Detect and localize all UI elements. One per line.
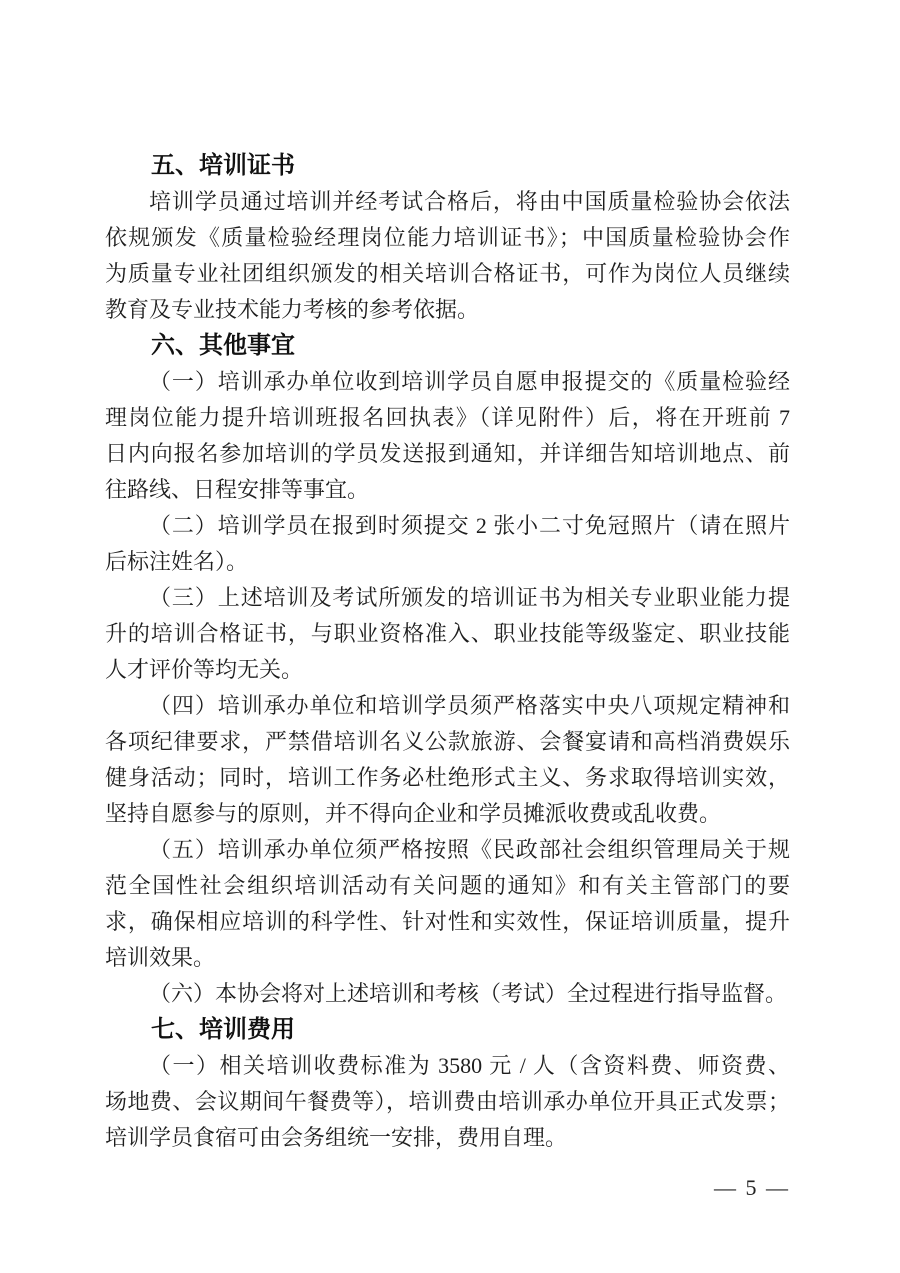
text-line: 培训学员食宿可由会务组统一安排，费用自理。 [105, 1125, 568, 1150]
text-line: 场地费、会议期间午餐费等），培训费由培训承办单位开具正式发票； [105, 1089, 790, 1114]
text-line: 理岗位能力提升培训班报名回执表》（详见附件）后，将在开班前 7 [105, 405, 790, 430]
text-line: （三）上述培训及考试所颁发的培训证书为相关专业职业能力提 [149, 585, 790, 610]
text-line: 日内向报名参加培训的学员发送报到通知，并详细告知培训地点、前 [105, 441, 790, 466]
text-line: 人才评价等均无关。 [105, 657, 304, 682]
text-line: （六）本协会将对上述培训和考核（考试）全过程进行指导监督。 [149, 981, 788, 1006]
section-heading: 六、其他事宜 [151, 332, 295, 359]
text-line: 培训效果。 [105, 945, 216, 970]
text-line: 坚持自愿参与的原则，并不得向企业和学员摊派收费或乱收费。 [105, 801, 722, 826]
text-line: （一）相关培训收费标准为 3580 元 / 人（含资料费、师资费、 [149, 1053, 790, 1078]
document-body [105, 148, 790, 1156]
text-line: 求，确保相应培训的科学性、针对性和实效性，保证培训质量，提升 [105, 909, 790, 934]
text-line: 健身活动；同时，培训工作务必杜绝形式主义、务求取得培训实效， [105, 765, 790, 790]
text-line: 依规颁发《质量检验经理岗位能力培训证书》；中国质量检验协会作 [105, 225, 790, 250]
text-line: 各项纪律要求，严禁借培训名义公款旅游、会餐宴请和高档消费娱乐 [105, 729, 790, 754]
section-heading: 五、培训证书 [151, 152, 295, 179]
text-line: 为质量专业社团组织颁发的相关培训合格证书，可作为岗位人员继续 [105, 261, 790, 286]
text-line: （五）培训承办单位须严格按照《民政部社会组织管理局关于规 [149, 837, 790, 862]
text-line: （二）培训学员在报到时须提交 2 张小二寸免冠照片（请在照片 [149, 513, 790, 538]
text-line: 教育及专业技术能力考核的参考依据。 [105, 297, 480, 322]
page-number: — 5 — [714, 1175, 790, 1200]
section-heading: 七、培训费用 [151, 1016, 295, 1043]
text-line: 升的培训合格证书，与职业资格准入、职业技能等级鉴定、职业技能 [105, 621, 790, 646]
text-line: （四）培训承办单位和培训学员须严格落实中央八项规定精神和 [149, 693, 790, 718]
text-line: 往路线、日程安排等事宜。 [105, 477, 370, 502]
text-line: 后标注姓名）。 [105, 549, 249, 574]
text-line: （一）培训承办单位收到培训学员自愿申报提交的《质量检验经 [149, 369, 790, 394]
text-line: 范全国性社会组织培训活动有关问题的通知》和有关主管部门的要 [105, 873, 790, 898]
text-line: 培训学员通过培训并经考试合格后，将由中国质量检验协会依法 [149, 189, 790, 214]
